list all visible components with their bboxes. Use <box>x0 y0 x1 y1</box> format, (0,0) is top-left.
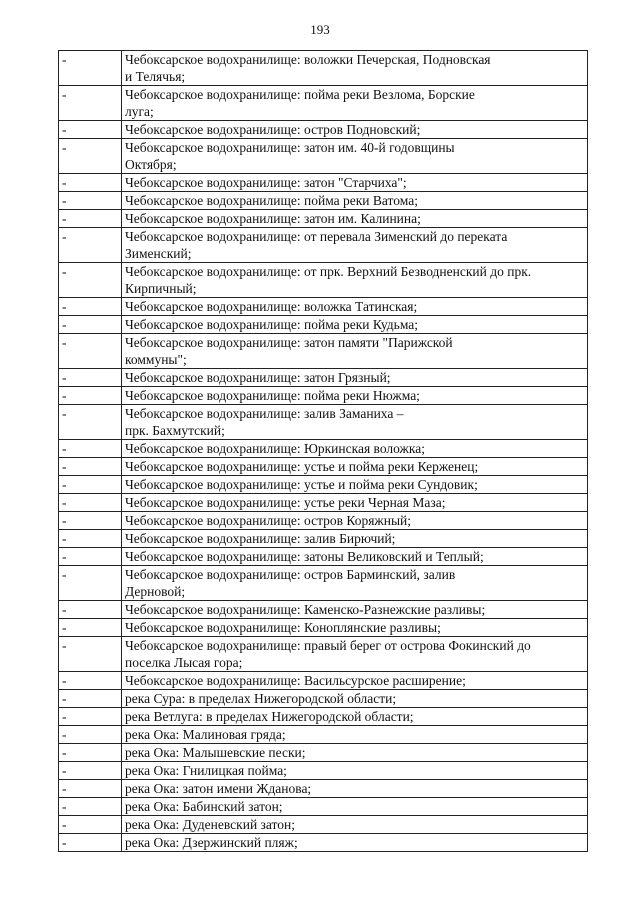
row-description: Чебоксарское водохранилище: остров Барминский, залив Дерновой; <box>122 566 588 601</box>
row-description: река Ока: Гнилицкая пойма; <box>122 762 588 780</box>
row-marker: - <box>59 708 122 726</box>
table-row <box>59 139 588 174</box>
table-row <box>59 708 588 726</box>
table-row <box>59 744 588 762</box>
row-description: река Ока: Дзержинский пляж; <box>122 834 588 852</box>
row-description: Чебоксарское водохранилище: Васильсурское расширение; <box>122 672 588 690</box>
table-row <box>59 530 588 548</box>
row-marker: - <box>59 440 122 458</box>
row-description: Чебоксарское водохранилище: устье и пойма реки Керженец; <box>122 458 588 476</box>
table-row <box>59 369 588 387</box>
row-description: Чебоксарское водохранилище: затоны Великовский и Теплый; <box>122 548 588 566</box>
row-description: река Сура: в пределах Нижегородской области; <box>122 690 588 708</box>
row-marker: - <box>59 51 122 86</box>
row-marker: - <box>59 369 122 387</box>
row-marker: - <box>59 121 122 139</box>
row-marker: - <box>59 405 122 440</box>
table-row <box>59 726 588 744</box>
row-description: Чебоксарское водохранилище: Коноплянские разливы; <box>122 619 588 637</box>
row-description: Чебоксарское водохранилище: пойма реки Везлома, Борские луга; <box>122 86 588 121</box>
table-row <box>59 512 588 530</box>
page-number: 193 <box>310 22 330 37</box>
row-marker: - <box>59 387 122 405</box>
row-marker: - <box>59 726 122 744</box>
row-description: Чебоксарское водохранилище: затон им. 40-й годовщины Октября; <box>122 139 588 174</box>
table-row <box>59 798 588 816</box>
table-row <box>59 387 588 405</box>
row-marker: - <box>59 548 122 566</box>
table-row <box>59 458 588 476</box>
table-row <box>59 780 588 798</box>
row-description: Чебоксарское водохранилище: пойма реки Кудьма; <box>122 316 588 334</box>
table-row <box>59 192 588 210</box>
row-description: Чебоксарское водохранилище: правый берег от острова Фокинский до поселка Лысая гора; <box>122 637 588 672</box>
table-row <box>59 174 588 192</box>
row-description: река Ока: Дуденевский затон; <box>122 816 588 834</box>
row-marker: - <box>59 530 122 548</box>
row-marker: - <box>59 566 122 601</box>
row-marker: - <box>59 139 122 174</box>
table-row <box>59 440 588 458</box>
row-description: Чебоксарское водохранилище: затон им. Калинина; <box>122 210 588 228</box>
row-marker: - <box>59 744 122 762</box>
row-description: Чебоксарское водохранилище: залив Бирючий; <box>122 530 588 548</box>
row-description: Чебоксарское водохранилище: воложка Татинская; <box>122 298 588 316</box>
table-row <box>59 210 588 228</box>
row-description: Чебоксарское водохранилище: затон Грязный; <box>122 369 588 387</box>
table-row <box>59 405 588 440</box>
table-row <box>59 566 588 601</box>
table-row <box>59 263 588 298</box>
row-description: Чебоксарское водохранилище: остров Коряжный; <box>122 512 588 530</box>
row-description: Чебоксарское водохранилище: затон памяти "Парижской коммуны"; <box>122 334 588 369</box>
table-row <box>59 476 588 494</box>
table-row <box>59 548 588 566</box>
row-description: Чебоксарское водохранилище: устье реки Черная Маза; <box>122 494 588 512</box>
row-marker: - <box>59 298 122 316</box>
table-row <box>59 834 588 852</box>
table-row <box>59 637 588 672</box>
row-description: Чебоксарское водохранилище: затон "Старчиха"; <box>122 174 588 192</box>
row-description: Чебоксарское водохранилище: от перевала Зименский до переката Зименский; <box>122 228 588 263</box>
row-marker: - <box>59 263 122 298</box>
row-description: Чебоксарское водохранилище: пойма реки Ватома; <box>122 192 588 210</box>
row-description: Чебоксарское водохранилище: пойма реки Нюжма; <box>122 387 588 405</box>
table-row <box>59 816 588 834</box>
row-marker: - <box>59 316 122 334</box>
table-row <box>59 762 588 780</box>
row-marker: - <box>59 458 122 476</box>
row-description: река Ока: затон имени Жданова; <box>122 780 588 798</box>
table-row <box>59 228 588 263</box>
table-row <box>59 334 588 369</box>
row-marker: - <box>59 690 122 708</box>
row-description: Чебоксарское водохранилище: залив Заманиха – прк. Бахмутский; <box>122 405 588 440</box>
row-marker: - <box>59 476 122 494</box>
table-row <box>59 51 588 86</box>
table-row <box>59 494 588 512</box>
row-marker: - <box>59 512 122 530</box>
row-marker: - <box>59 798 122 816</box>
table-row <box>59 298 588 316</box>
row-marker: - <box>59 210 122 228</box>
row-marker: - <box>59 834 122 852</box>
table-row <box>59 121 588 139</box>
water-bodies-table <box>58 50 588 852</box>
table-row <box>59 672 588 690</box>
row-marker: - <box>59 86 122 121</box>
row-marker: - <box>59 780 122 798</box>
row-marker: - <box>59 637 122 672</box>
table-row <box>59 601 588 619</box>
row-marker: - <box>59 334 122 369</box>
row-marker: - <box>59 494 122 512</box>
row-description: Чебоксарское водохранилище: устье и пойма реки Сундовик; <box>122 476 588 494</box>
row-description: Чебоксарское водохранилище: Каменско-Разнежские разливы; <box>122 601 588 619</box>
row-description: Чебоксарское водохранилище: воложки Печерская, Подновская и Телячья; <box>122 51 588 86</box>
row-description: Чебоксарское водохранилище: остров Подновский; <box>122 121 588 139</box>
row-marker: - <box>59 816 122 834</box>
row-marker: - <box>59 228 122 263</box>
table-row <box>59 316 588 334</box>
table-row <box>59 86 588 121</box>
row-description: река Ока: Малиновая гряда; <box>122 726 588 744</box>
table-row <box>59 690 588 708</box>
row-description: Чебоксарское водохранилище: Юркинская воложка; <box>122 440 588 458</box>
row-description: река Ока: Бабинский затон; <box>122 798 588 816</box>
row-description: река Ока: Малышевские пески; <box>122 744 588 762</box>
row-marker: - <box>59 601 122 619</box>
table-row <box>59 619 588 637</box>
row-description: Чебоксарское водохранилище: от прк. Верхний Безводненский до прк. Кирпичный; <box>122 263 588 298</box>
table-body <box>59 51 588 852</box>
row-marker: - <box>59 762 122 780</box>
row-marker: - <box>59 174 122 192</box>
row-marker: - <box>59 192 122 210</box>
row-marker: - <box>59 619 122 637</box>
row-marker: - <box>59 672 122 690</box>
row-description: река Ветлуга: в пределах Нижегородской области; <box>122 708 588 726</box>
